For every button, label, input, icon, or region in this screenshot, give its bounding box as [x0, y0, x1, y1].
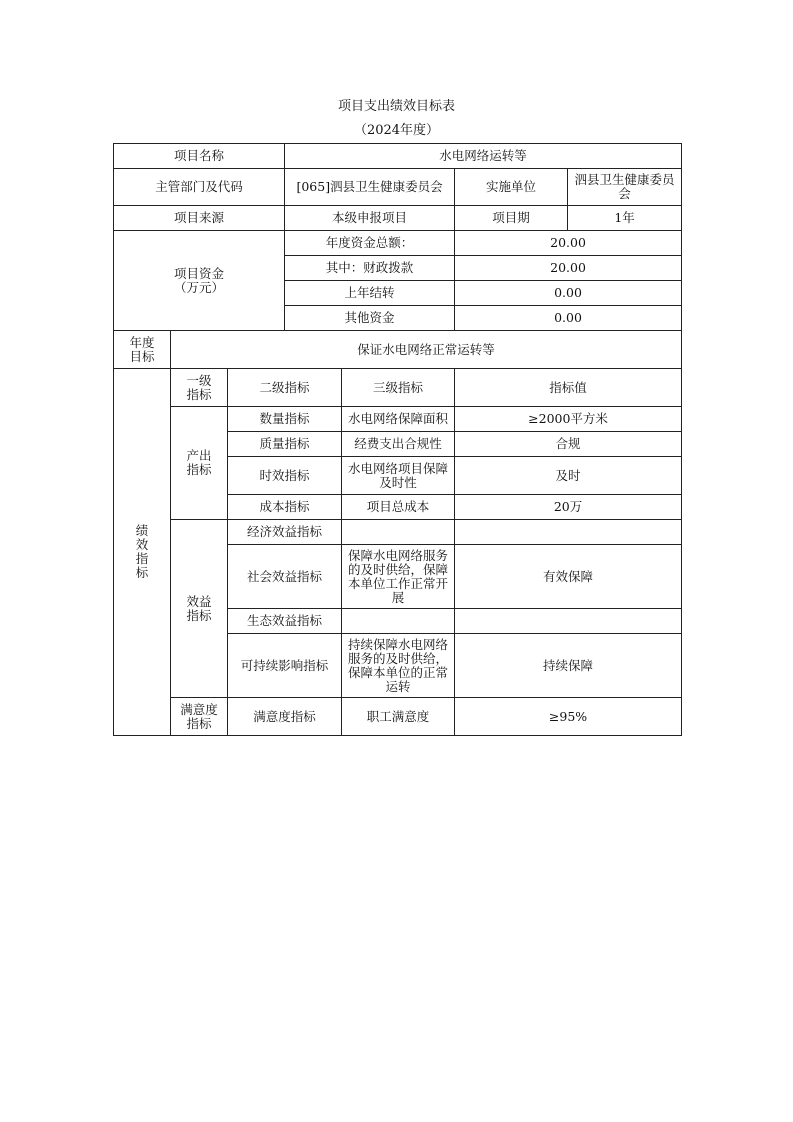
row-benefit-economic [114, 520, 682, 545]
row-satisfaction [114, 698, 682, 736]
level2-cell: 社会效益指标 [228, 545, 342, 609]
annual-goal-label-line1: 年度 [129, 334, 155, 350]
period-label: 项目期 [455, 206, 568, 231]
project-name-label: 项目名称 [114, 144, 285, 169]
row-department [114, 169, 682, 206]
level3-cell [342, 609, 455, 634]
funds-row-value: 20.00 [455, 231, 682, 256]
level3-cell: 经费支出合规性 [342, 432, 455, 457]
value-cell [455, 520, 682, 545]
value-cell: 合规 [455, 432, 682, 457]
satisfaction-label [171, 698, 228, 736]
funds-label-line1: 项目资金 [174, 265, 225, 281]
header-level1-line1: 一级 [186, 372, 212, 388]
row-annual-goal [114, 331, 682, 369]
impl-unit-value: 泗县卫生健康委员会 [568, 169, 682, 206]
level3-cell: 水电网络项目保障及时性 [342, 457, 455, 495]
value-cell: 有效保障 [455, 545, 682, 609]
level3-cell: 保障水电网络服务的及时供给，保障本单位工作正常开展 [342, 545, 455, 609]
row-indicator-headers [114, 369, 682, 407]
value-cell: 及时 [455, 457, 682, 495]
satisfaction-label-line2: 指标 [186, 715, 212, 731]
funds-row-label: 上年结转 [285, 281, 455, 306]
funds-row-value: 0.00 [455, 281, 682, 306]
document-year: （2024年度） [353, 123, 440, 138]
annual-goal-label [114, 331, 171, 369]
document-title: 项目支出绩效目标表 [337, 99, 455, 114]
row-funds-total [114, 231, 682, 256]
header-level1-line2: 指标 [186, 386, 212, 402]
impl-unit-label: 实施单位 [455, 169, 568, 206]
level2-cell: 满意度指标 [228, 698, 342, 736]
level3-cell: 持续保障水电网络服务的及时供给，保障本单位的正常运转 [342, 634, 455, 698]
header-level1 [171, 369, 228, 407]
level3-cell: 水电网络保障面积 [342, 407, 455, 432]
header-level2: 二级指标 [228, 369, 342, 407]
value-cell: ≥95% [455, 698, 682, 736]
satisfaction-label-line1: 满意度 [180, 701, 218, 717]
header-level3: 三级指标 [342, 369, 455, 407]
row-project-name [114, 144, 682, 169]
level2-cell: 可持续影响指标 [228, 634, 342, 698]
value-cell: 持续保障 [455, 634, 682, 698]
value-cell: ≥2000平方米 [455, 407, 682, 432]
benefit-indicators-label: 效益指标 [171, 520, 228, 698]
performance-indicators-label: 绩效指标 [114, 369, 171, 736]
annual-goal-value: 保证水电网络正常运转等 [171, 331, 682, 369]
header-value: 指标值 [455, 369, 682, 407]
source-value: 本级申报项目 [285, 206, 455, 231]
level2-cell: 经济效益指标 [228, 520, 342, 545]
funds-row-value: 0.00 [455, 306, 682, 331]
funds-label [114, 231, 285, 331]
level2-cell: 生态效益指标 [228, 609, 342, 634]
row-source [114, 206, 682, 231]
period-value: 1年 [568, 206, 682, 231]
level3-cell: 项目总成本 [342, 495, 455, 520]
funds-row-label: 其他资金 [285, 306, 455, 331]
row-output-quantity [114, 407, 682, 432]
source-label: 项目来源 [114, 206, 285, 231]
funds-row-label: 其中：财政拨款 [285, 256, 455, 281]
funds-row-value: 20.00 [455, 256, 682, 281]
department-value: [065]泗县卫生健康委员会 [285, 169, 455, 206]
level2-cell: 数量指标 [228, 407, 342, 432]
funds-row-label: 年度资金总额： [285, 231, 455, 256]
funds-label-line2: （万元） [174, 279, 225, 295]
level3-cell: 职工满意度 [342, 698, 455, 736]
value-cell [455, 609, 682, 634]
value-cell: 20万 [455, 495, 682, 520]
department-label: 主管部门及代码 [114, 169, 285, 206]
annual-goal-label-line2: 目标 [129, 348, 155, 364]
output-indicators-label: 产出指标 [171, 407, 228, 520]
level3-cell [342, 520, 455, 545]
level2-cell: 成本指标 [228, 495, 342, 520]
level2-cell: 质量指标 [228, 432, 342, 457]
level2-cell: 时效指标 [228, 457, 342, 495]
project-name-value: 水电网络运转等 [285, 144, 682, 169]
performance-table [113, 143, 682, 736]
